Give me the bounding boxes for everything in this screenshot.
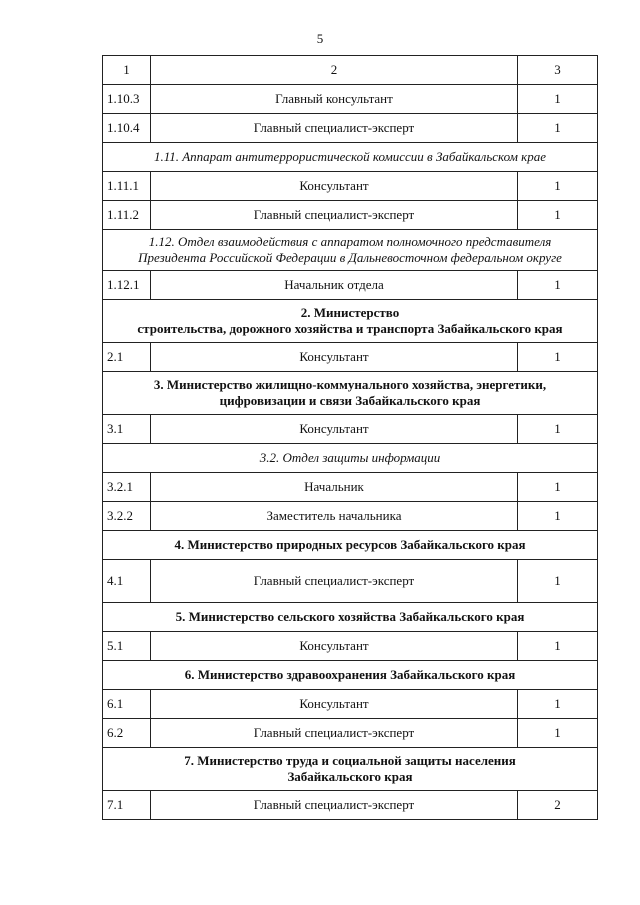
row-number: 1.12.1: [103, 271, 151, 300]
row-count: 1: [518, 343, 598, 372]
table-row: [103, 690, 598, 719]
subsection-heading: [103, 444, 598, 473]
heading-line: Забайкальского края: [287, 769, 413, 784]
row-number: 1.10.3: [103, 85, 151, 114]
row-number: 3.2.1: [103, 473, 151, 502]
table-header-row: [103, 56, 598, 85]
heading-line: 3.2. Отдел защиты информации: [259, 450, 441, 465]
subsection-heading-row: [103, 230, 598, 271]
heading-line: 1.11. Аппарат антитеррористической комиссии в Забайкальском крае: [153, 149, 547, 164]
row-number: 3.2.2: [103, 502, 151, 531]
table-row: [103, 114, 598, 143]
heading-line: Президента Российской Федерации в Дальневосточном федеральном округе: [138, 250, 562, 265]
table-row: [103, 343, 598, 372]
row-position: Консультант: [151, 690, 518, 719]
table-row: [103, 502, 598, 531]
section-heading-row: [103, 748, 598, 791]
heading-line: 2. Министерство: [300, 305, 400, 320]
section-heading: [103, 300, 598, 343]
row-count: 1: [518, 172, 598, 201]
heading-line: 3. Министерство жилищно-коммунального хозяйства, энергетики,: [153, 377, 547, 392]
row-position: Консультант: [151, 415, 518, 444]
heading-line: строительства, дорожного хозяйства и транспорта Забайкальского края: [137, 321, 563, 336]
row-number: 2.1: [103, 343, 151, 372]
section-heading: [103, 603, 598, 632]
page-number: 5: [316, 31, 324, 46]
row-position: Главный специалист-эксперт: [151, 719, 518, 748]
section-heading-row: [103, 603, 598, 632]
table-row: [103, 415, 598, 444]
row-position: Главный специалист-эксперт: [151, 560, 518, 603]
row-count: 1: [518, 502, 598, 531]
heading-line: 5. Министерство сельского хозяйства Забайкальского края: [175, 609, 525, 624]
row-position: Консультант: [151, 632, 518, 661]
row-count: 2: [518, 791, 598, 820]
section-heading: [103, 748, 598, 791]
row-number: 7.1: [103, 791, 151, 820]
row-number: 5.1: [103, 632, 151, 661]
row-position: Заместитель начальника: [151, 502, 518, 531]
subsection-heading-row: [103, 143, 598, 172]
table-row: [103, 560, 598, 603]
row-count: 1: [518, 719, 598, 748]
row-number: 3.1: [103, 415, 151, 444]
section-heading: [103, 661, 598, 690]
table-row: [103, 719, 598, 748]
row-count: 1: [518, 114, 598, 143]
row-number: 6.1: [103, 690, 151, 719]
header-col-count: 3: [518, 56, 598, 85]
row-count: 1: [518, 560, 598, 603]
section-heading: [103, 531, 598, 560]
heading-line: цифровизации и связи Забайкальского края: [219, 393, 481, 408]
staff-table-body: [103, 56, 598, 820]
row-number: 1.10.4: [103, 114, 151, 143]
row-number: 6.2: [103, 719, 151, 748]
subsection-heading-row: [103, 444, 598, 473]
table-row: [103, 85, 598, 114]
row-count: 1: [518, 415, 598, 444]
section-heading-row: [103, 531, 598, 560]
row-position: Главный специалист-эксперт: [151, 201, 518, 230]
section-heading: [103, 372, 598, 415]
table-row: [103, 632, 598, 661]
row-position: Главный специалист-эксперт: [151, 114, 518, 143]
row-count: 1: [518, 473, 598, 502]
row-number: 1.11.1: [103, 172, 151, 201]
row-count: 1: [518, 201, 598, 230]
row-count: 1: [518, 85, 598, 114]
row-number: 1.11.2: [103, 201, 151, 230]
row-count: 1: [518, 271, 598, 300]
subsection-heading: [103, 143, 598, 172]
row-position: Консультант: [151, 172, 518, 201]
staff-table: [102, 55, 598, 820]
row-position: Начальник отдела: [151, 271, 518, 300]
section-heading-row: [103, 300, 598, 343]
row-position: Главный консультант: [151, 85, 518, 114]
section-heading-row: [103, 661, 598, 690]
row-number: 4.1: [103, 560, 151, 603]
row-position: Консультант: [151, 343, 518, 372]
table-row: [103, 172, 598, 201]
table-row: [103, 201, 598, 230]
row-count: 1: [518, 690, 598, 719]
table-row: [103, 791, 598, 820]
heading-line: 7. Министерство труда и социальной защиты населения: [184, 753, 516, 768]
heading-line: 1.12. Отдел взаимодействия с аппаратом полномочного представителя: [148, 234, 552, 249]
table-row: [103, 271, 598, 300]
row-position: Главный специалист-эксперт: [151, 791, 518, 820]
row-count: 1: [518, 632, 598, 661]
table-row: [103, 473, 598, 502]
header-col-position: 2: [151, 56, 518, 85]
row-position: Начальник: [151, 473, 518, 502]
subsection-heading: [103, 230, 598, 271]
header-col-number: 1: [103, 56, 151, 85]
heading-line: 4. Министерство природных ресурсов Забайкальского края: [174, 537, 526, 552]
heading-line: 6. Министерство здравоохранения Забайкальского края: [184, 667, 516, 682]
section-heading-row: [103, 372, 598, 415]
